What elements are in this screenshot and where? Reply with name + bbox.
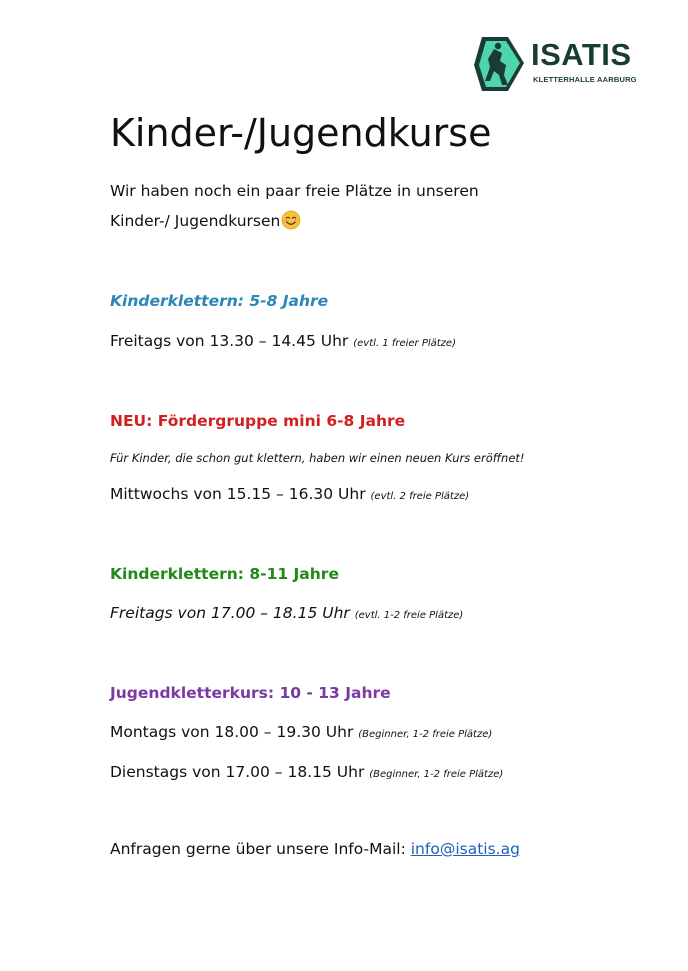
course-heading-foerdergruppe-mini: NEU: Fördergruppe mini 6-8 Jahre (110, 412, 406, 430)
logo-tagline: KLETTERHALLE AARBURG (533, 75, 637, 84)
logo-name: ISATIS (531, 37, 632, 72)
course-session (110, 721, 492, 746)
course-heading-kinderklettern-8-11: Kinderklettern: 8-11 Jahre (110, 565, 339, 583)
intro-line-2-text: Kinder-/ Jugendkursen (110, 212, 281, 230)
course-session (110, 761, 503, 786)
isatis-logo (474, 35, 664, 97)
session-time: Dienstags von 17.00 – 18.15 Uhr (110, 763, 365, 781)
contact-line (110, 838, 520, 860)
session-time: Montags von 18.00 – 19.30 Uhr (110, 723, 354, 741)
course-session (110, 602, 463, 627)
session-note: (evtl. 1 freier Plätze) (353, 338, 456, 349)
session-time: Mittwochs von 15.15 – 16.30 Uhr (110, 485, 366, 503)
session-note: (evtl. 1-2 freie Plätze) (354, 610, 464, 621)
course-heading-jugendkletterkurs: Jugendkletterkurs: 10 - 13 Jahre (110, 684, 391, 702)
email-link[interactable]: info@isatis.ag (410, 840, 520, 858)
page-title: Kinder-/Jugendkurse (110, 111, 492, 155)
intro-line-2 (110, 210, 301, 232)
contact-text: Anfragen gerne über unsere Info-Mail: (110, 840, 411, 858)
climber-logo-icon (474, 35, 526, 93)
smiling-face-icon (281, 210, 301, 230)
intro-line-1: Wir haben noch ein paar freie Plätze in unseren (110, 182, 479, 200)
session-note: (Beginner, 1-2 freie Plätze) (369, 769, 504, 780)
session-time: Freitags von 13.30 – 14.45 Uhr (110, 332, 349, 350)
session-note: (evtl. 2 freie Plätze) (370, 491, 470, 502)
course-description: Für Kinder, die schon gut klettern, haben wir einen neuen Kurs eröffnet! (110, 451, 525, 465)
course-session (110, 330, 456, 355)
session-note: (Beginner, 1-2 freie Plätze) (358, 729, 493, 740)
session-time: Freitags von 17.00 – 18.15 Uhr (110, 604, 350, 622)
course-heading-kinderklettern-5-8: Kinderklettern: 5-8 Jahre (110, 292, 329, 310)
course-session (110, 483, 469, 508)
